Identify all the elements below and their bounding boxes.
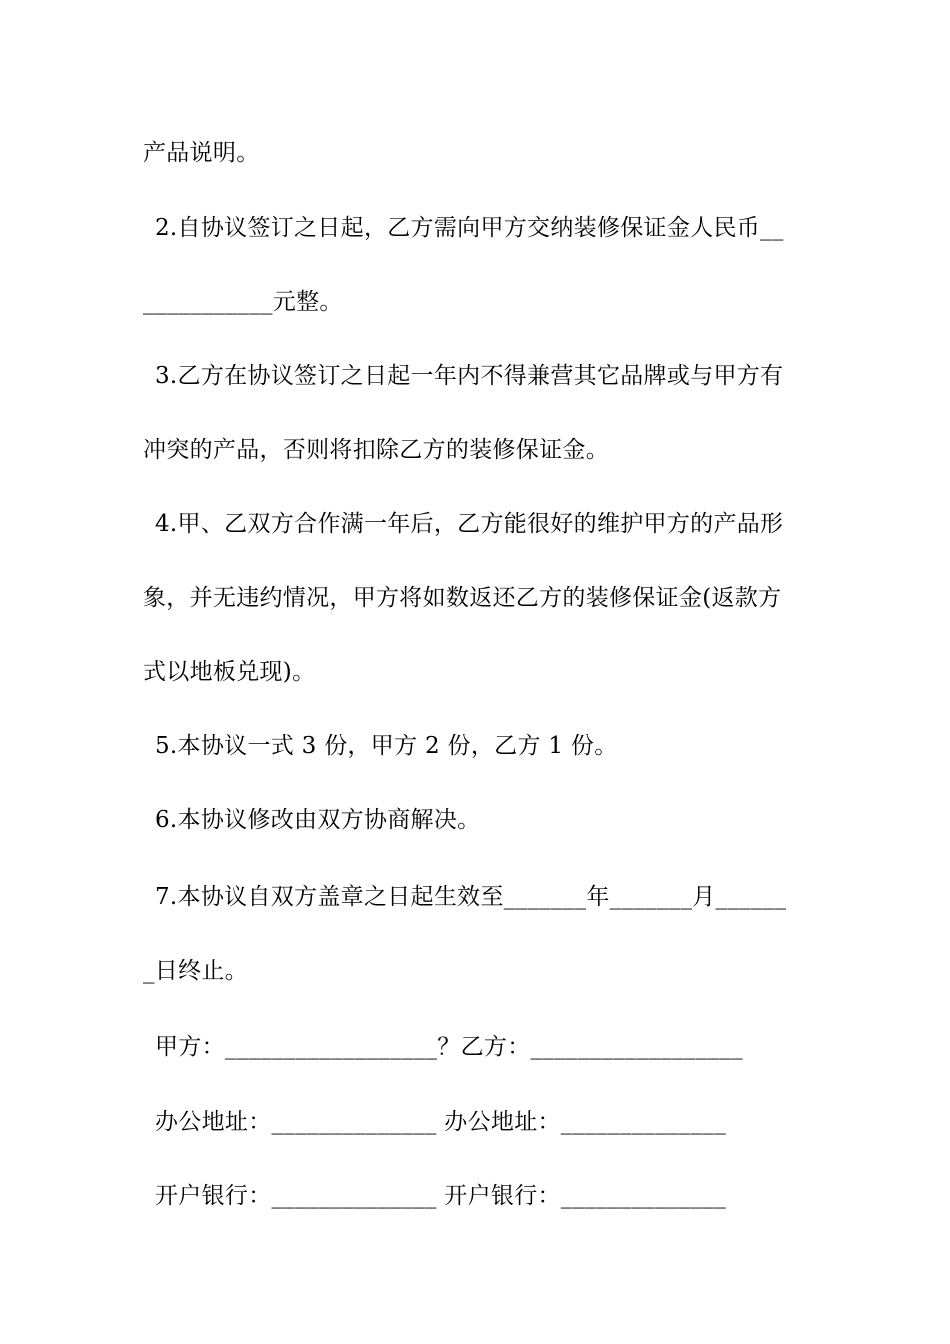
signature-bank-line: 开户银行：______________ 开户银行：______________ bbox=[155, 1183, 727, 1209]
clause-4-line-1: 4.甲、乙双方合作满一年后，乙方能很好的维护甲方的产品形 bbox=[155, 511, 784, 537]
clause-3-line-2: 冲突的产品，否则将扣除乙方的装修保证金。 bbox=[143, 437, 609, 463]
clause-6-line: 6.本协议修改由双方协商解决。 bbox=[155, 807, 481, 833]
paragraph-line: 产品说明。 bbox=[143, 140, 260, 166]
clause-2-line-1: 2.自协议签订之日起，乙方需向甲方交纳装修保证金人民币__ bbox=[155, 215, 784, 241]
clause-3-line-1: 3.乙方在协议签订之日起一年内不得兼营其它品牌或与甲方有 bbox=[155, 363, 784, 389]
clause-4-line-3: 式以地板兑现)。 bbox=[143, 659, 316, 685]
signature-party-line: 甲方：__________________？乙方：__________________ bbox=[155, 1034, 743, 1060]
clause-2-line-2: ___________元整。 bbox=[143, 289, 343, 315]
clause-4-line-2: 象，并无违约情况，甲方将如数返还乙方的装修保证金(返款方 bbox=[143, 585, 782, 611]
clause-5-line: 5.本协议一式 3 份，甲方 2 份，乙方 1 份。 bbox=[155, 733, 618, 759]
signature-address-line: 办公地址：______________ 办公地址：______________ bbox=[155, 1109, 727, 1135]
clause-7-line-2: _日终止。 bbox=[143, 958, 248, 984]
clause-7-line-1: 7.本协议自双方盖章之日起生效至_______年_______月______ bbox=[155, 884, 787, 910]
